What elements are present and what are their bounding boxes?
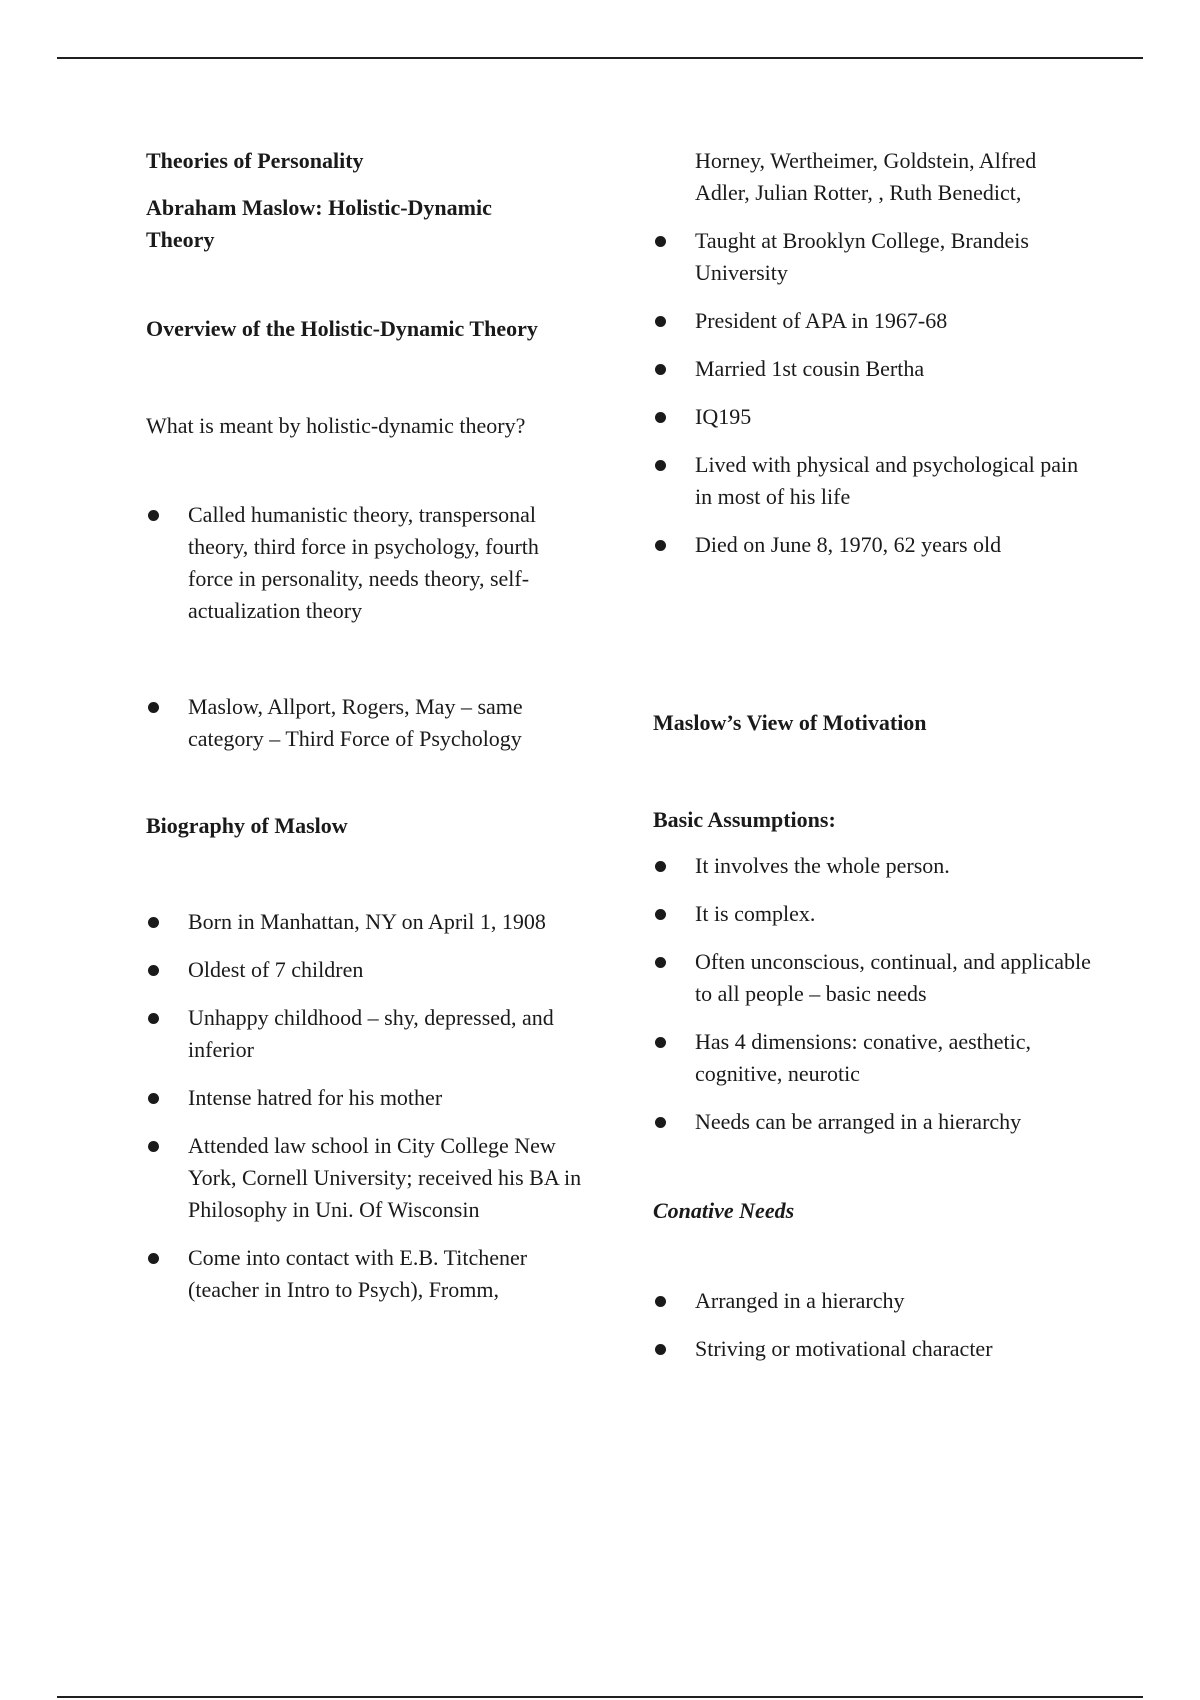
list-item: It involves the whole person.	[653, 850, 1093, 882]
conative-heading: Conative Needs	[653, 1198, 795, 1223]
bottom-rule	[57, 1696, 1143, 1698]
document-subtitle: Abraham Maslow: Holistic-Dynamic Theory	[146, 195, 492, 252]
biography-list	[146, 906, 586, 1306]
right-column	[653, 145, 1093, 1365]
list-item: Oldest of 7 children	[146, 954, 586, 986]
biography-heading: Biography of Maslow	[146, 813, 348, 838]
assumptions-list	[653, 850, 1093, 1138]
conative-list	[653, 1285, 1093, 1365]
list-item: Has 4 dimensions: conative, aesthetic, cognitive, neurotic	[653, 1026, 1093, 1090]
overview-question: What is meant by holistic-dynamic theory?	[146, 413, 526, 438]
list-item: Come into contact with E.B. Titchener (teacher in Intro to Psych), Fromm,	[146, 1242, 586, 1306]
list-item: Called humanistic theory, transpersonal theory, third force in psychology, fourth force in personality, needs theory, self-actualization theory	[146, 499, 586, 627]
motivation-heading: Maslow’s View of Motivation	[653, 710, 927, 735]
list-item: Born in Manhattan, NY on April 1, 1908	[146, 906, 586, 938]
list-item: Attended law school in City College New York, Cornell University; received his BA in Philosophy in Uni. Of Wisconsin	[146, 1130, 586, 1226]
list-item: President of APA in 1967-68	[653, 305, 1093, 337]
list-item: Maslow, Allport, Rogers, May – same category – Third Force of Psychology	[146, 691, 586, 755]
biography-continuation: Horney, Wertheimer, Goldstein, Alfred Adler, Julian Rotter, , Ruth Benedict,	[695, 148, 1037, 205]
biography-list-continued	[653, 225, 1093, 561]
list-item: Died on June 8, 1970, 62 years old	[653, 529, 1093, 561]
list-item: Often unconscious, continual, and applicable to all people – basic needs	[653, 946, 1093, 1010]
left-column	[146, 145, 586, 1306]
list-item: Needs can be arranged in a hierarchy	[653, 1106, 1093, 1138]
list-item: Taught at Brooklyn College, Brandeis University	[653, 225, 1093, 289]
list-item: IQ195	[653, 401, 1093, 433]
overview-heading: Overview of the Holistic-Dynamic Theory	[146, 316, 538, 341]
list-item: Intense hatred for his mother	[146, 1082, 586, 1114]
list-item: It is complex.	[653, 898, 1093, 930]
assumptions-heading: Basic Assumptions:	[653, 807, 836, 832]
list-item: Married 1st cousin Bertha	[653, 353, 1093, 385]
top-rule	[57, 57, 1143, 59]
list-item: Arranged in a hierarchy	[653, 1285, 1093, 1317]
document-title: Theories of Personality	[146, 148, 364, 173]
list-item: Lived with physical and psychological pain in most of his life	[653, 449, 1093, 513]
overview-list	[146, 499, 586, 755]
list-item: Striving or motivational character	[653, 1333, 1093, 1365]
list-item: Unhappy childhood – shy, depressed, and inferior	[146, 1002, 586, 1066]
